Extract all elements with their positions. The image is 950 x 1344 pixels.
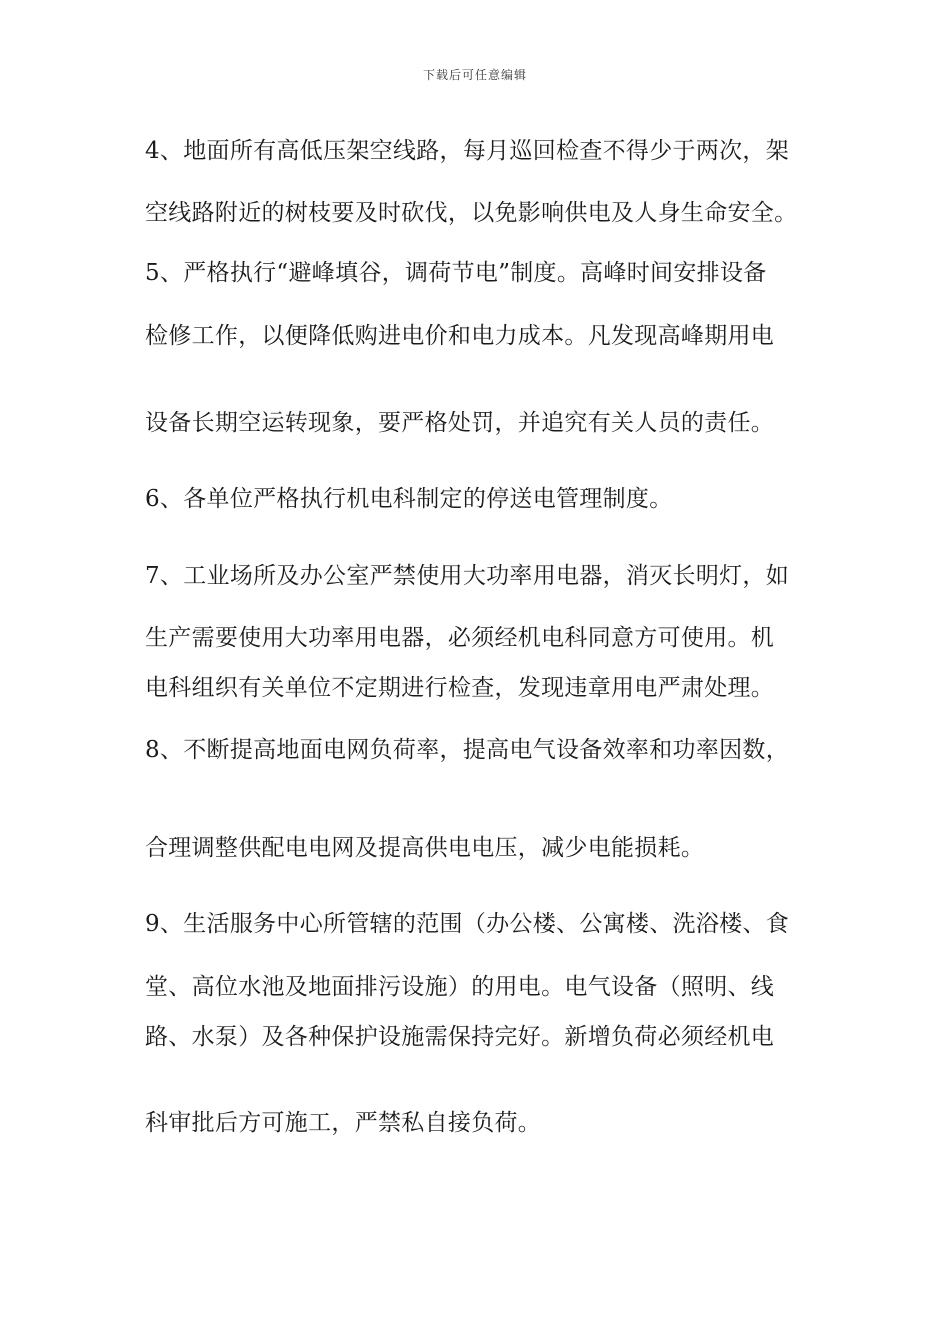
page-header: 下载后可任意编辑 [422, 68, 527, 82]
body-line: 8、不断提高地面电网负荷率，提高电气设备效率和功率因数， [145, 737, 790, 763]
body-line: 设备长期空运转现象，要严格处罚，并追究有关人员的责任。 [145, 410, 775, 436]
body-line: 4、地面所有高低压架空线路，每月巡回检查不得少于两次，架 [145, 138, 790, 164]
body-line: 电科组织有关单位不定期进行检查，发现违章用电严肃处理。 [145, 675, 775, 701]
body-line: 7、工业场所及办公室严禁使用大功率用电器，消灭长明灯，如 [145, 563, 790, 589]
body-line: 5、严格执行“避峰填谷，调荷节电”制度。高峰时间安排设备 [145, 260, 767, 286]
body-line: 空线路附近的树枝要及时砍伐，以免影响供电及人身生命安全。 [145, 200, 798, 226]
body-line: 合理调整供配电电网及提高供电电压，减少电能损耗。 [145, 835, 705, 861]
body-line: 堂、高位水池及地面排污设施）的用电。电气设备（照明、线 [145, 974, 775, 1000]
body-line: 科审批后方可施工，严禁私自接负荷。 [145, 1110, 542, 1136]
body-line: 生产需要使用大功率用电器，必须经机电科同意方可使用。机 [145, 625, 775, 651]
body-line: 检修工作，以便降低购进电价和电力成本。凡发现高峰期用电 [145, 323, 775, 349]
body-line: 路、水泵）及各种保护设施需保持完好。新增负荷必须经机电 [145, 1024, 775, 1050]
body-line: 9、生活服务中心所管辖的范围（办公楼、公寓楼、洗浴楼、食 [145, 911, 790, 937]
body-line: 6、各单位严格执行机电科制定的停送电管理制度。 [145, 486, 673, 512]
